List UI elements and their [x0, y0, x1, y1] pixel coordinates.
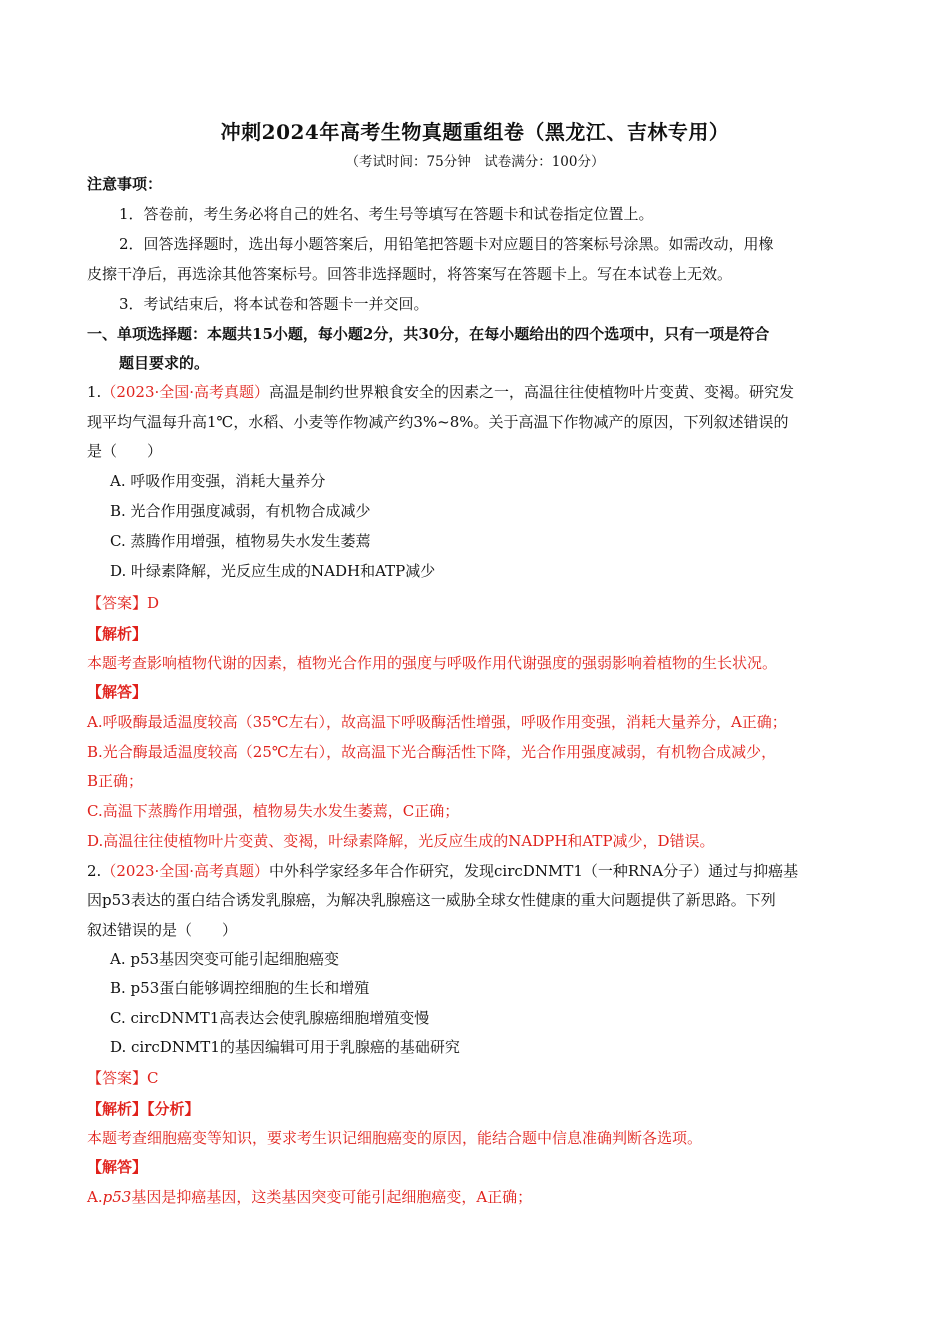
q1-option-b: B. 光合作用强度减弱，有机物合成减少	[110, 502, 371, 520]
q1-analysis-label: 【解析】	[87, 625, 148, 643]
notice-heading: 注意事项：	[87, 175, 163, 193]
q2-answer: 【答案】C	[87, 1069, 159, 1087]
q2-option-b: B. p53蛋白能够调控细胞的生长和增殖	[110, 979, 370, 997]
q1-stem-line-3: 是（ ）	[87, 442, 163, 460]
q2-explain-a	[87, 1187, 867, 1207]
q1-option-c: C. 蒸腾作用增强，植物易失水发生萎蔫	[110, 532, 371, 550]
q1-analysis-text: 本题考查影响植物代谢的因素，植物光合作用的强度与呼吸作用代谢强度的强弱影响着植物的生长状况。	[87, 654, 778, 672]
q1-explain-b-line-2: B正确；	[87, 772, 144, 790]
q2-stem-line-2: 因p53表达的蛋白结合诱发乳腺癌，为解决乳腺癌这一威胁全球女性健康的重大问题提供了新思路。下列	[87, 891, 776, 909]
exam-title: 冲刺2024年高考生物真题重组卷（黑龙江、吉林专用）	[220, 120, 730, 144]
q2-explain-a-text: 基因是抑癌基因，这类基因突变可能引起细胞癌变，A正确；	[131, 1188, 533, 1206]
q1-explain-label: 【解答】	[87, 683, 148, 701]
notice-item-3: 3．考试结束后，将本试卷和答题卡一并交回。	[119, 295, 429, 313]
q1-stem-text: 高温是制约世界粮食安全的因素之一，高温往往使植物叶片变黄、变褐。研究发	[269, 383, 795, 401]
q1-stem-line-2: 现平均气温每升高1℃，水稻、小麦等作物减产约3%~8%。关于高温下作物减产的原因，下列叙述错误的	[87, 413, 789, 431]
q1-explain-a: A.呼吸酶最适温度较高（35℃左右），故高温下呼吸酶活性增强，呼吸作用变强，消耗大量养分，A正确；	[87, 713, 787, 731]
q2-option-a: A. p53基因突变可能引起细胞癌变	[110, 950, 340, 968]
q2-analysis-text: 本题考查细胞癌变等知识，要求考生识记细胞癌变的原因，能结合题中信息准确判断各选项。	[87, 1129, 703, 1147]
q2-explain-a-gene: p53	[102, 1188, 132, 1206]
q1-stem-line-1	[87, 382, 867, 402]
q2-source: （2023·全国·高考真题）	[101, 862, 270, 880]
q1-option-d: D. 叶绿素降解，光反应生成的NADH和ATP减少	[110, 562, 436, 580]
q1-number: 1.	[87, 383, 102, 401]
q1-answer: 【答案】D	[87, 594, 160, 612]
notice-item-2-line-1: 2．回答选择题时，选出每小题答案后，用铅笔把答题卡对应题目的答案标号涂黑。如需改动，用橡	[119, 235, 774, 253]
notice-item-2-line-2: 皮擦干净后，再选涂其他答案标号。回答非选择题时，将答案写在答题卡上。写在本试卷上无效。	[87, 265, 733, 283]
section-heading-line-2: 题目要求的。	[119, 354, 210, 372]
q2-stem-line-3: 叙述错误的是（ ）	[87, 921, 238, 939]
q1-explain-c: C.高温下蒸腾作用增强，植物易失水发生萎蔫，C正确；	[87, 802, 460, 820]
q1-explain-b-line-1: B.光合酶最适温度较高（25℃左右），故高温下光合酶活性下降，光合作用强度减弱，有机物合成减少，	[87, 743, 777, 761]
notice-item-1: 1．答卷前，考生务必将自己的姓名、考生号等填写在答题卡和试卷指定位置上。	[119, 205, 654, 223]
q2-explain-a-prefix: A.	[87, 1188, 103, 1206]
q1-source: （2023·全国·高考真题）	[101, 383, 270, 401]
q2-option-d: D. circDNMT1的基因编辑可用于乳腺癌的基础研究	[110, 1038, 460, 1056]
q2-number: 2.	[87, 862, 102, 880]
q2-stem-line-1	[87, 861, 867, 881]
q2-stem-text: 中外科学家经多年合作研究，发现circDNMT1（一种RNA分子）通过与抑癌基	[269, 862, 799, 880]
q1-option-a: A. 呼吸作用变强，消耗大量养分	[110, 472, 326, 490]
section-heading-line-1: 一、单项选择题：本题共15小题，每小题2分，共30分，在每小题给出的四个选项中，只有一项是符合	[87, 325, 770, 343]
q2-explain-label: 【解答】	[87, 1158, 148, 1176]
q2-analysis-label: 【解析】【分析】	[87, 1100, 200, 1118]
exam-subtitle: （考试时间：75分钟 试卷满分：100分）	[345, 154, 605, 170]
q1-explain-d: D.高温往往使植物叶片变黄、变褐，叶绿素降解，光反应生成的NADPH和ATP减少，D错误。	[87, 832, 715, 850]
q2-option-c: C. circDNMT1高表达会使乳腺癌细胞增殖变慢	[110, 1009, 430, 1027]
